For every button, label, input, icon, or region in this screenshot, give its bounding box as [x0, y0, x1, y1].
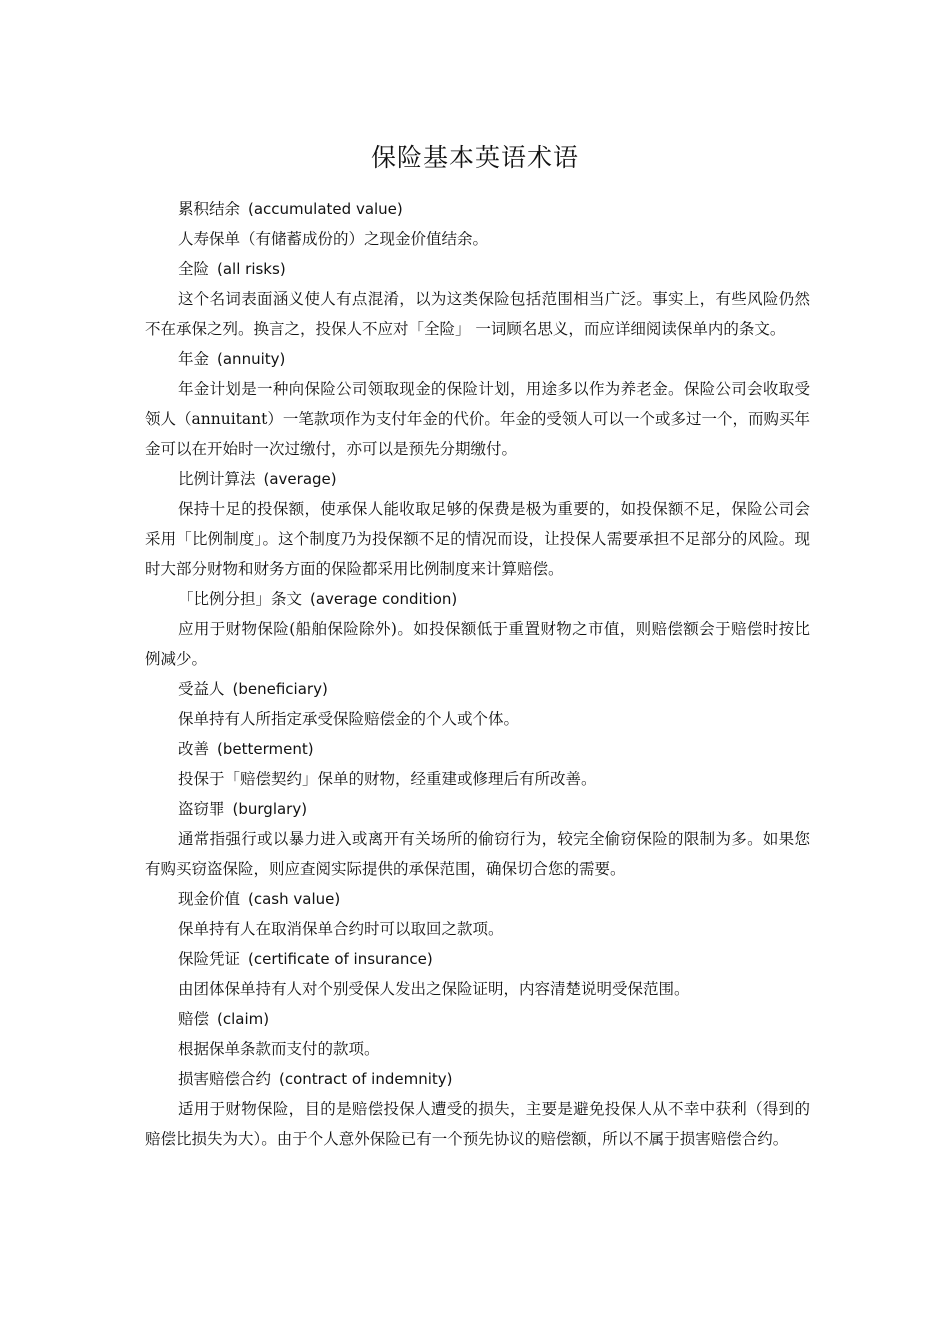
term-heading	[145, 944, 810, 974]
term-english: (average)	[263, 470, 337, 488]
term-heading	[145, 674, 810, 704]
term-chinese: 赔偿	[178, 1010, 210, 1028]
term-definition: 人寿保单（有储蓄成份的）之现金价值结余。	[178, 230, 489, 248]
term-heading	[145, 344, 810, 374]
term-definition: 由团体保单持有人对个别受保人发出之保险证明，内容清楚说明受保范围。	[178, 980, 690, 998]
term-chinese: 损害赔偿合约	[178, 1070, 272, 1088]
term-english: (burglary)	[232, 800, 308, 818]
term-heading	[145, 254, 810, 284]
term-english: (average condition)	[310, 590, 458, 608]
term-english: (cash value)	[248, 890, 341, 908]
term-definition: 投保于「赔偿契约」保单的财物，经重建或修理后有所改善。	[178, 770, 597, 788]
term-heading	[145, 734, 810, 764]
term-definition: 应用于财物保险(船舶保险除外)。如投保额低于重置财物之市值，则赔偿额会于赔偿时按比例减少。	[145, 620, 810, 668]
term-english: (all risks)	[217, 260, 286, 278]
term-heading	[145, 584, 810, 614]
term-chinese: 「比例分担」条文	[178, 590, 303, 608]
term-english: (annuity)	[217, 350, 286, 368]
term-chinese: 比例计算法	[178, 470, 256, 488]
term-english: (certificate of insurance)	[248, 950, 433, 968]
term-definition: 这个名词表面涵义使人有点混淆，以为这类保险包括范围相当广泛。事实上，有些风险仍然不在承保之列。换言之，投保人不应对「全险」 一词顾名思义，而应详细阅读保单内的条文。	[145, 290, 810, 338]
term-chinese: 现金价值	[178, 890, 241, 908]
term-english: (accumulated value)	[248, 200, 403, 218]
term-definition: 年金计划是一种向保险公司领取现金的保险计划，用途多以作为养老金。保险公司会收取受领人（annuitant）一笔款项作为支付年金的代价。年金的受领人可以一个或多过一个，而购买年金可以在开始时一次过缴付，亦可以是预先分期缴付。	[145, 380, 810, 458]
term-heading	[145, 1004, 810, 1034]
term-heading	[145, 884, 810, 914]
term-chinese: 盗窃罪	[178, 800, 225, 818]
term-english: (betterment)	[217, 740, 314, 758]
term-definition: 适用于财物保险，目的是赔偿投保人遭受的损失，主要是避免投保人从不幸中获利（得到的赔偿比损失为大）。由于个人意外保险已有一个预先协议的赔偿额，所以不属于损害赔偿合约。	[145, 1100, 810, 1148]
term-english: (beneficiary)	[232, 680, 328, 698]
term-chinese: 保险凭证	[178, 950, 241, 968]
term-definition: 保单持有人所指定承受保险赔偿金的个人或个体。	[178, 710, 520, 728]
term-english: (contract of indemnity)	[279, 1070, 453, 1088]
document-title: 保险基本英语术语	[370, 143, 579, 172]
term-heading	[145, 794, 810, 824]
term-chinese: 年金	[178, 350, 210, 368]
term-heading	[145, 1064, 810, 1094]
term-heading	[145, 464, 810, 494]
term-chinese: 改善	[178, 740, 210, 758]
term-definition: 保持十足的投保额，使承保人能收取足够的保费是极为重要的，如投保额不足，保险公司会采用「比例制度」。这个制度乃为投保额不足的情况而设，让投保人需要承担不足部分的风险。现时大部分财物和财务方面的保险都采用比例制度来计算赔偿。	[145, 500, 810, 578]
term-chinese: 全险	[178, 260, 210, 278]
term-chinese: 受益人	[178, 680, 225, 698]
term-definition: 通常指强行或以暴力进入或离开有关场所的偷窃行为，较完全偷窃保险的限制为多。如果您有购买窃盗保险，则应查阅实际提供的承保范围，确保切合您的需要。	[145, 830, 810, 878]
term-chinese: 累积结余	[178, 200, 241, 218]
glossary-list	[145, 194, 810, 1154]
term-heading	[145, 194, 810, 224]
term-definition: 保单持有人在取消保单合约时可以取回之款项。	[178, 920, 504, 938]
term-definition: 根据保单条款而支付的款项。	[178, 1040, 380, 1058]
term-english: (claim)	[217, 1010, 270, 1028]
